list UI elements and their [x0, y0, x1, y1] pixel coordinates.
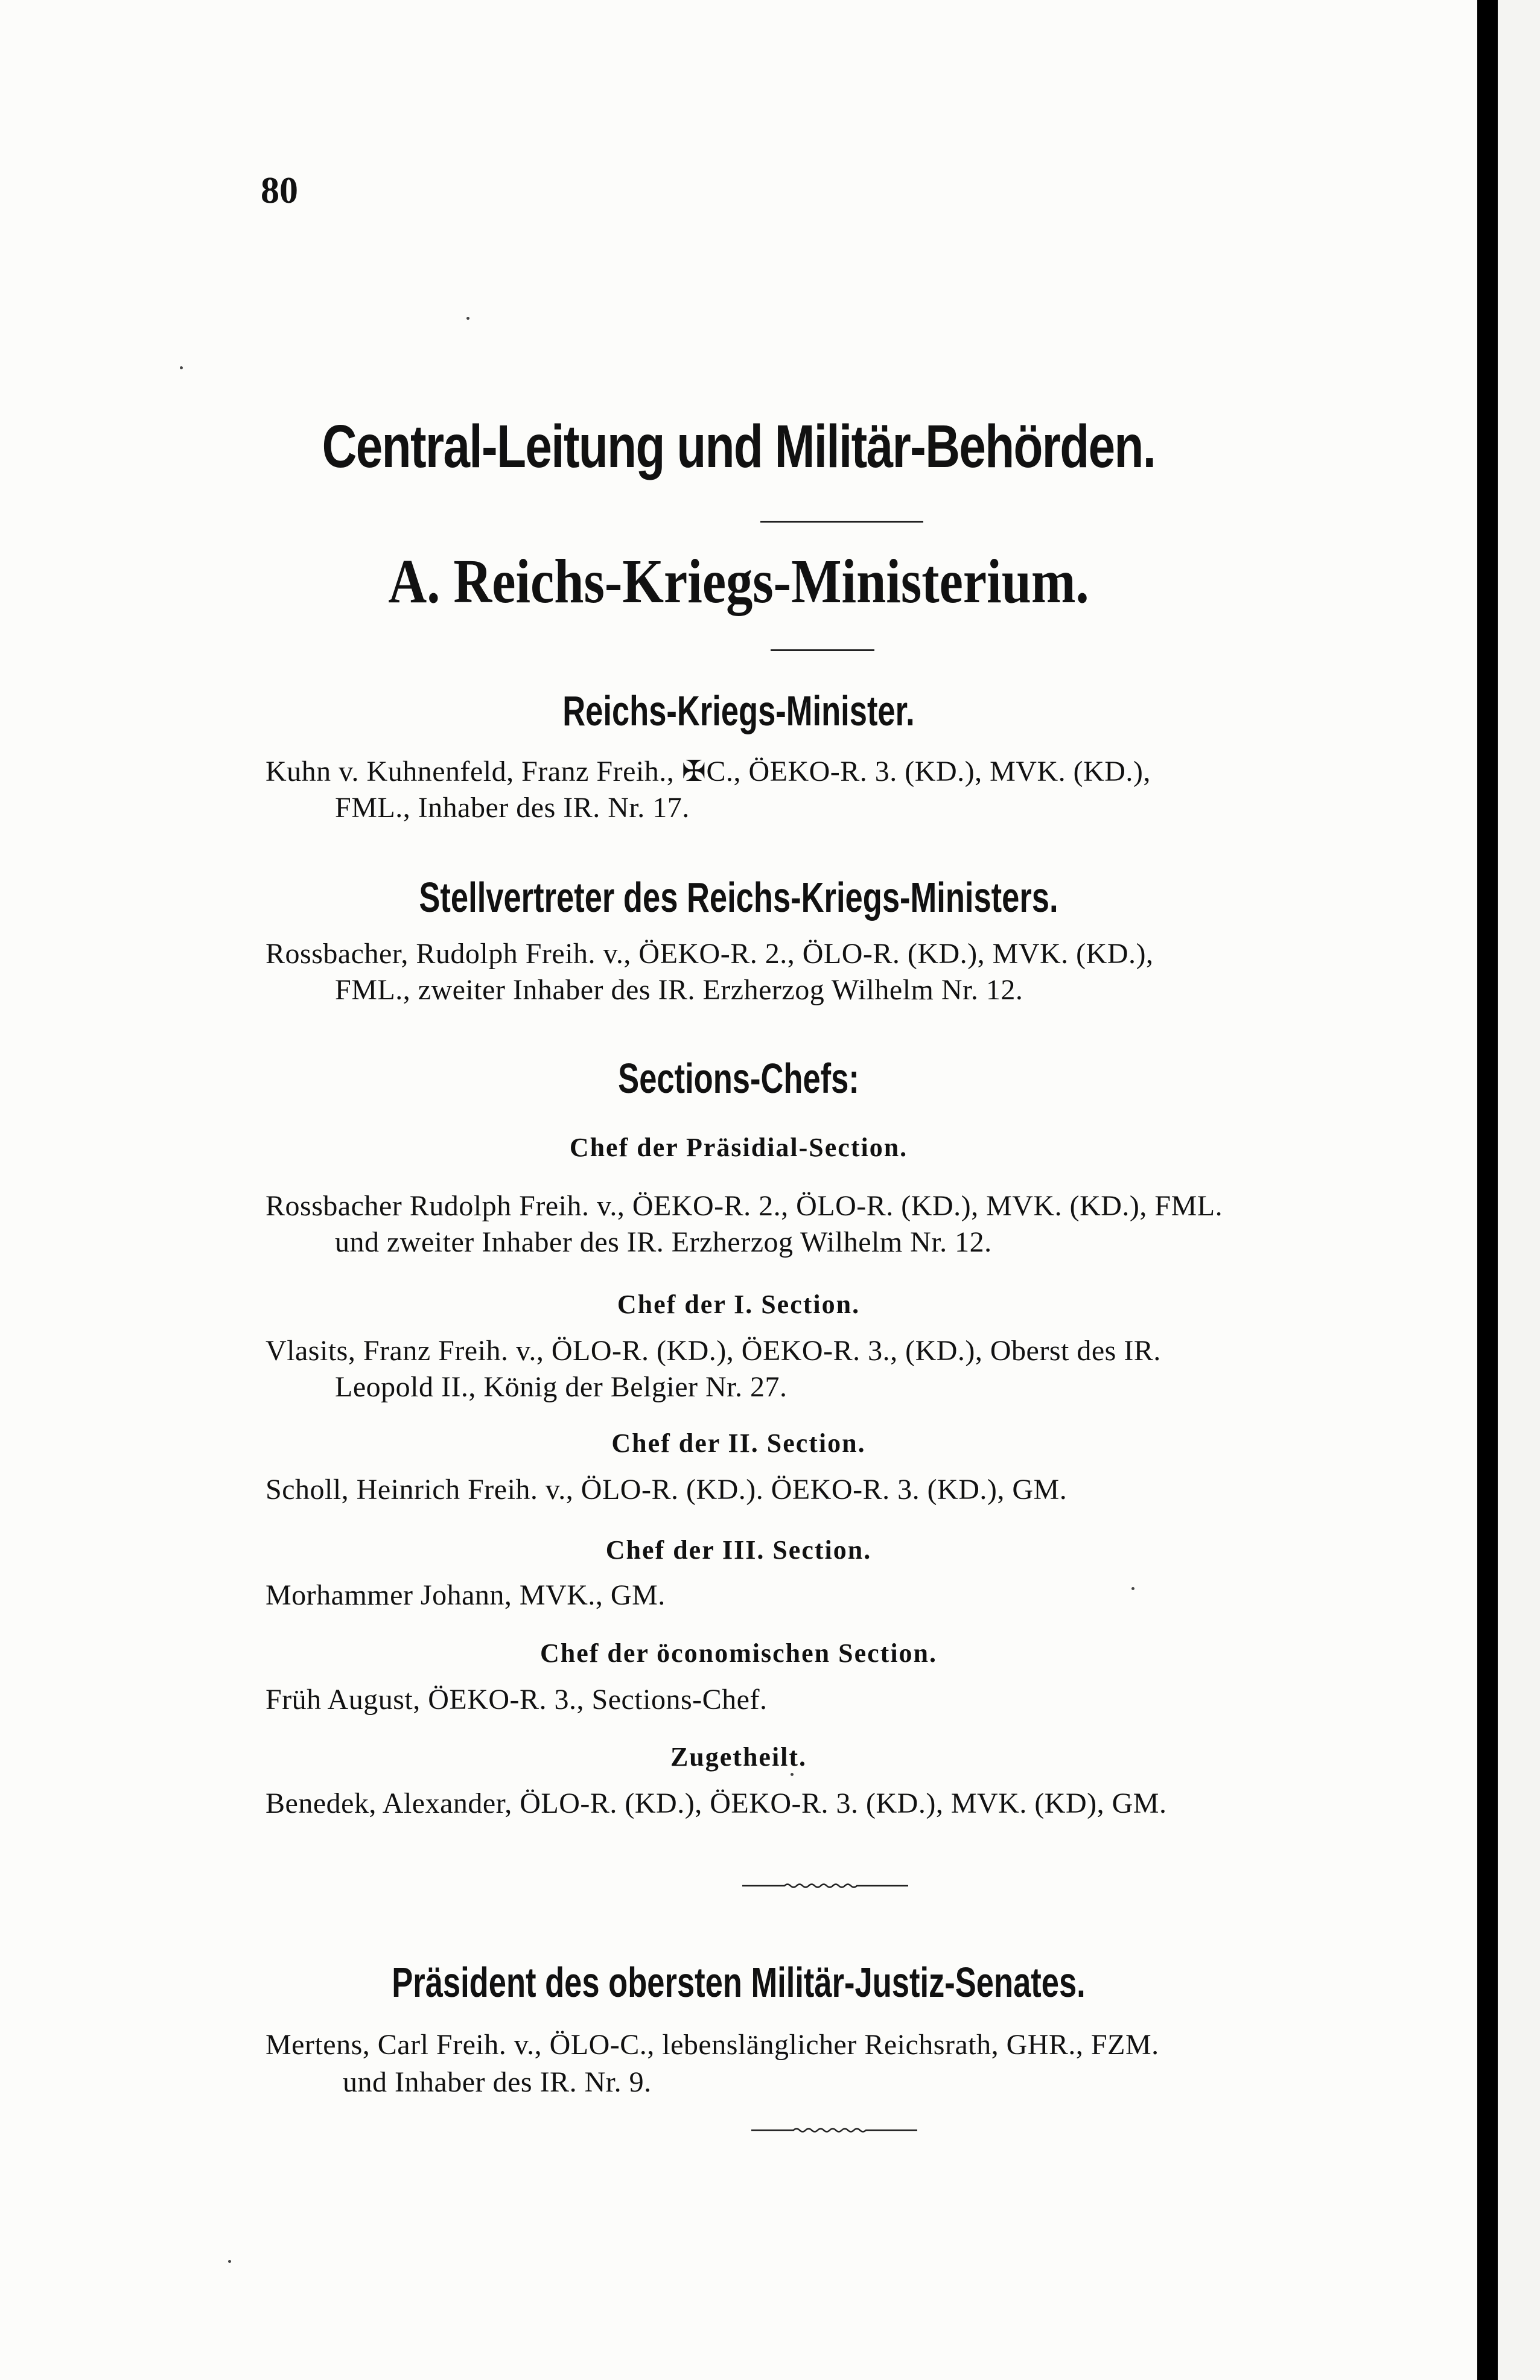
chief-economic-title: Chef der öconomischen Section.: [539, 1638, 938, 1668]
section-a-title: A. Reichs-Kriegs-Ministerium.: [388, 547, 1089, 616]
chief-economic-line-1: Früh August, ÖEKO-R. 3., Sections-Chef.: [266, 1684, 768, 1716]
assigned-line-1: Benedek, Alexander, ÖLO-R. (KD.), ÖEKO-R. 3. (KD.), MVK. (KD), GM.: [266, 1787, 1167, 1819]
chief-presidial-line-1: Rossbacher Rudolph Freih. v., ÖEKO-R. 2., ÖLO-R. (KD.), MVK. (KD.), FML.: [266, 1190, 1223, 1222]
justice-heading: Präsident des obersten Militär-Justiz-Senates.: [392, 1959, 1086, 2006]
section-a-divider: [771, 649, 874, 651]
chief-section-2-line-1: Scholl, Heinrich Freih. v., ÖLO-R. (KD.). ÖEKO-R. 3. (KD.), GM.: [266, 1474, 1068, 1506]
chief-presidial-line-2: und zweiter Inhaber des IR. Erzherzog Wilhelm Nr. 12.: [335, 1226, 992, 1258]
title-divider: [760, 521, 923, 523]
justice-line-2: und Inhaber des IR. Nr. 9.: [343, 2066, 652, 2098]
deputy-line-1: Rossbacher, Rudolph Freih. v., ÖEKO-R. 2., ÖLO-R. (KD.), MVK. (KD.),: [266, 938, 1154, 970]
minister-line-1: Kuhn v. Kuhnenfeld, Franz Freih., ✠C., ÖEKO-R. 3. (KD.), MVK. (KD.),: [266, 756, 1151, 788]
chief-section-1-line-1: Vlasits, Franz Freih. v., ÖLO-R. (KD.), ÖEKO-R. 3., (KD.), Oberst des IR.: [266, 1335, 1161, 1367]
assigned-title: Zugetheilt.: [670, 1742, 807, 1772]
print-speck: [1131, 1587, 1134, 1590]
print-speck: [466, 317, 469, 320]
chief-presidial-title: Chef der Präsidial-Section.: [569, 1133, 908, 1162]
main-title: Central-Leitung und Militär-Behörden.: [322, 413, 1156, 480]
scan-edge: [1477, 0, 1540, 2380]
ornament-divider: [751, 2127, 917, 2133]
minister-heading: Reichs-Kriegs-Minister.: [562, 687, 915, 734]
minister-line-2: FML., Inhaber des IR. Nr. 17.: [335, 792, 690, 824]
deputy-line-2: FML., zweiter Inhaber des IR. Erzherzog Wilhelm Nr. 12.: [335, 974, 1023, 1006]
chief-section-3-title: Chef der III. Section.: [605, 1535, 872, 1565]
ornament-divider: [742, 1883, 908, 1889]
justice-line-1: Mertens, Carl Freih. v., ÖLO-C., lebenslänglicher Reichsrath, GHR., FZM.: [266, 2029, 1159, 2061]
chief-section-2-title: Chef der II. Section.: [611, 1428, 866, 1458]
print-speck: [791, 1773, 794, 1776]
chief-section-3-line-1: Morhammer Johann, MVK., GM.: [266, 1579, 666, 1611]
deputy-heading: Stellvertreter des Reichs-Kriegs-Ministers.: [419, 874, 1058, 921]
chief-section-1-title: Chef der I. Section.: [617, 1290, 861, 1319]
section-chiefs-heading: Sections-Chefs:: [618, 1055, 859, 1102]
chief-section-1-line-2: Leopold II., König der Belgier Nr. 27.: [335, 1371, 788, 1403]
page-number: 80: [261, 170, 298, 211]
print-speck: [180, 366, 183, 369]
print-speck: [228, 2260, 231, 2263]
